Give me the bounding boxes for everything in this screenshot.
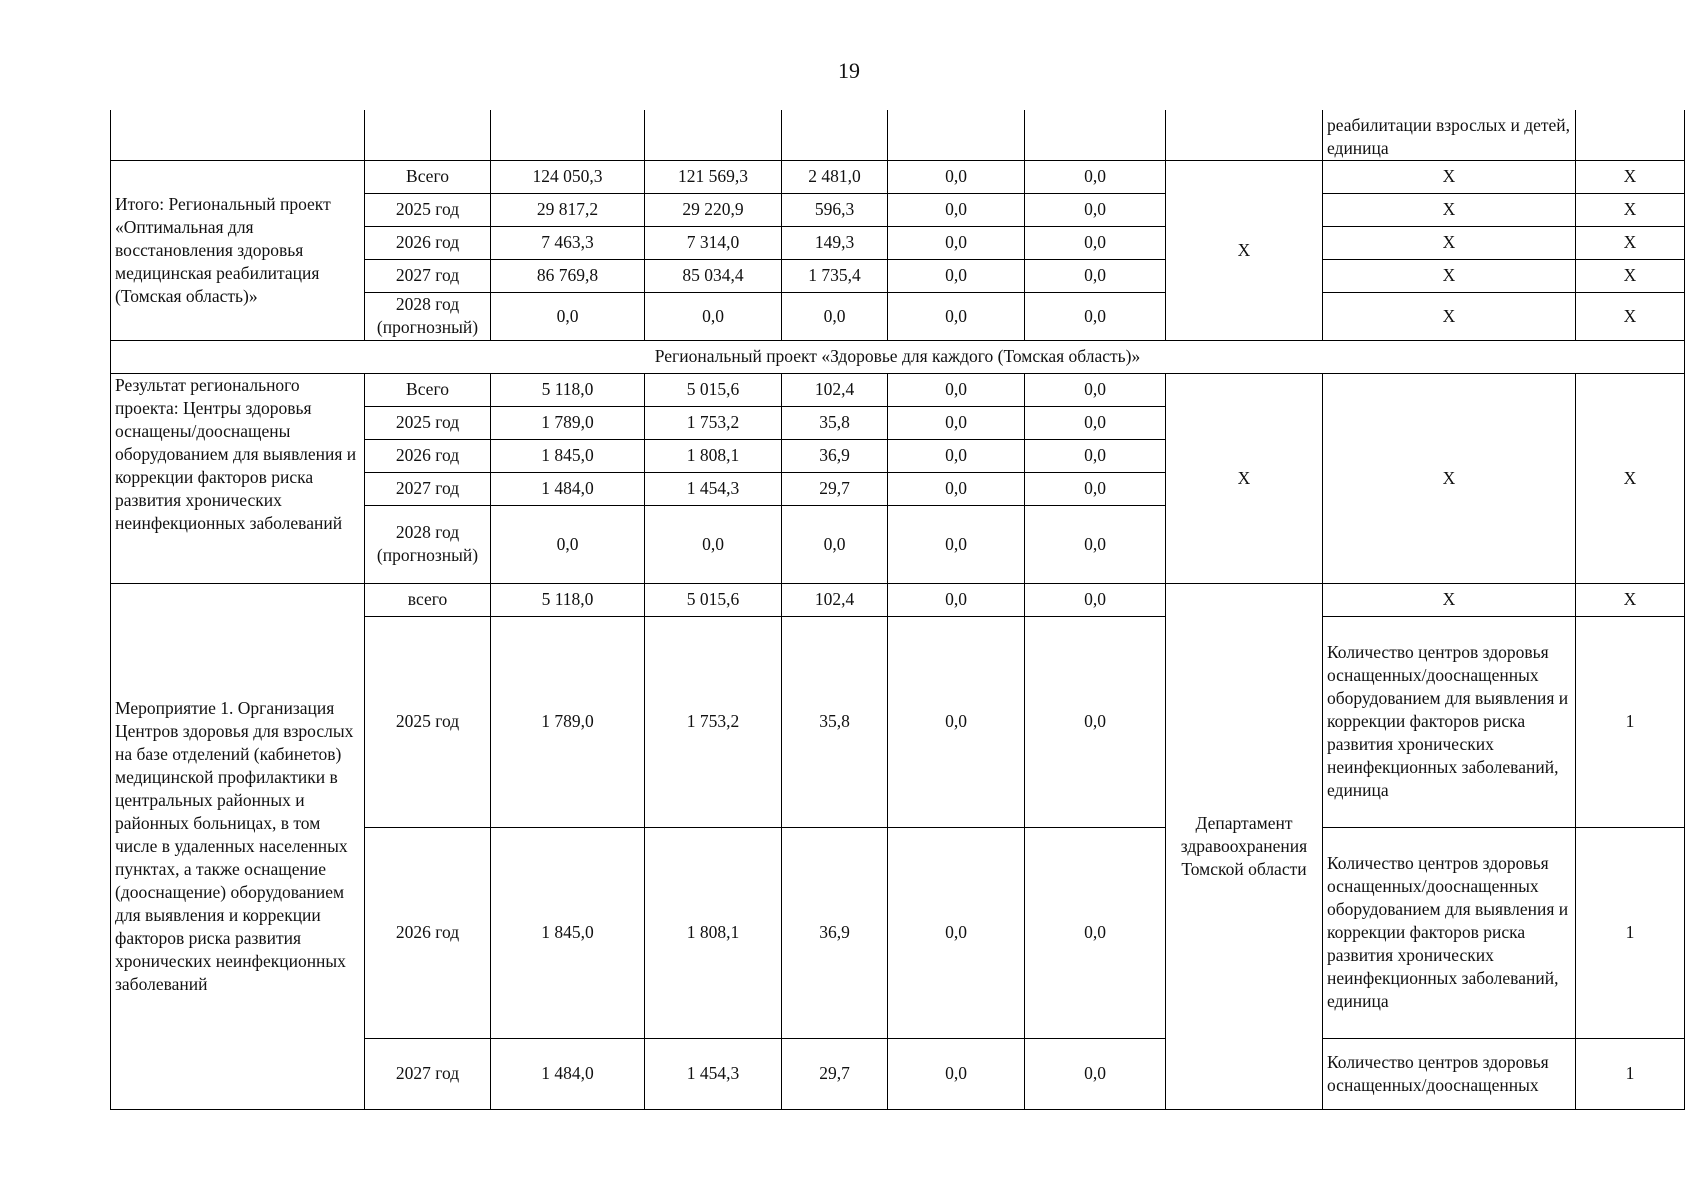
table-row: 2027 год 1 484,0 1 454,3 29,7 0,0 0,0 xyxy=(111,472,1685,505)
result-value: Х xyxy=(1576,373,1685,583)
itogo-name: Итого: Региональный проект «Оптимальная для восстановления здоровья медицинская реабилитация (Томская область)» xyxy=(111,160,365,340)
table-row: Итого: Региональный проект «Оптимальная для восстановления здоровья медицинская реабилитация (Томская область)» Всего 124 050,3 121 569,3 2 481,0 0,0 0,0 Х Х Х xyxy=(111,160,1685,193)
indicator-cell: Количество центров здоровья оснащенных/дооснащенных оборудованием для выявления и коррекции факторов риска развития хронических неинфекционных заболеваний, единица xyxy=(1323,616,1576,827)
itogo-executor: Х xyxy=(1166,160,1323,340)
result-indicator: Х xyxy=(1323,373,1576,583)
table-row: 2025 год 1 789,0 1 753,2 35,8 0,0 0,0 Количество центров здоровья оснащенных/дооснащенных оборудованием для выявления и коррекции факторов риска развития хронических неинфекционных заболеваний, единица 1 xyxy=(111,616,1685,827)
table-row: 2026 год 1 845,0 1 808,1 36,9 0,0 0,0 Количество центров здоровья оснащенных/дооснащенных оборудованием для выявления и коррекции факторов риска развития хронических неинфекционных заболеваний, единица 1 xyxy=(111,827,1685,1038)
result-executor: Х xyxy=(1166,373,1323,583)
table-row: Результат регионального проекта: Центры здоровья оснащены/дооснащены оборудованием для выявления и коррекции факторов риска развития хронических неинфекционных заболеваний Всего 5 118,0 5 015,6 102,4 0,0 0,0 Х Х Х xyxy=(111,373,1685,406)
table-row xyxy=(111,340,1685,373)
indicator-cell: Количество центров здоровья оснащенных/дооснащенных xyxy=(1323,1038,1576,1109)
table-row xyxy=(111,110,1685,160)
result-name: Результат регионального проекта: Центры здоровья оснащены/дооснащены оборудованием для выявления и коррекции факторов риска развития хронических неинфекционных заболеваний xyxy=(111,373,365,583)
section-title: Региональный проект «Здоровье для каждого (Томская область)» xyxy=(111,340,1685,373)
measure-executor: Департамент здравоохранения Томской области xyxy=(1166,583,1323,1109)
table-row: 2025 год 29 817,2 29 220,9 596,3 0,0 0,0 Х Х xyxy=(111,193,1685,226)
measure-name: Мероприятие 1. Организация Центров здоровья для взрослых на базе отделений (кабинетов) медицинской профилактики в центральных районных и районных больницах, в том числе в удаленных населенных пунктах, а также оснащение (дооснащение) оборудованием для выявления и коррекции факторов риска развития хронических неинфекционных заболеваний xyxy=(111,583,365,1109)
table-row: 2027 год 86 769,8 85 034,4 1 735,4 0,0 0,0 Х Х xyxy=(111,259,1685,292)
budget-table xyxy=(110,110,1685,1110)
table-row: 2026 год 1 845,0 1 808,1 36,9 0,0 0,0 xyxy=(111,439,1685,472)
table-row: 2027 год 1 484,0 1 454,3 29,7 0,0 0,0 Количество центров здоровья оснащенных/дооснащенных 1 xyxy=(111,1038,1685,1109)
page-number: 19 xyxy=(838,58,860,83)
indicator-cell: Количество центров здоровья оснащенных/дооснащенных оборудованием для выявления и коррекции факторов риска развития хронических неинфекционных заболеваний, единица xyxy=(1323,827,1576,1038)
table-row: 2026 год 7 463,3 7 314,0 149,3 0,0 0,0 Х Х xyxy=(111,226,1685,259)
table-row: 2028 год (прогнозный) 0,0 0,0 0,0 0,0 0,0 Х Х xyxy=(111,292,1685,340)
table-row: 2028 год (прогнозный) 0,0 0,0 0,0 0,0 0,0 xyxy=(111,505,1685,583)
table-row: 2025 год 1 789,0 1 753,2 35,8 0,0 0,0 xyxy=(111,406,1685,439)
indicator-cell: реабилитации взрослых и детей, единица xyxy=(1323,110,1576,160)
table-row: Мероприятие 1. Организация Центров здоровья для взрослых на базе отделений (кабинетов) медицинской профилактики в центральных районных и районных больницах, в том числе в удаленных населенных пунктах, а также оснащение (дооснащение) оборудованием для выявления и коррекции факторов риска развития хронических неинфекционных заболеваний всего 5 118,0 5 015,6 102,4 0,0 0,0 Департамент здравоохранения Томской области Х Х xyxy=(111,583,1685,616)
